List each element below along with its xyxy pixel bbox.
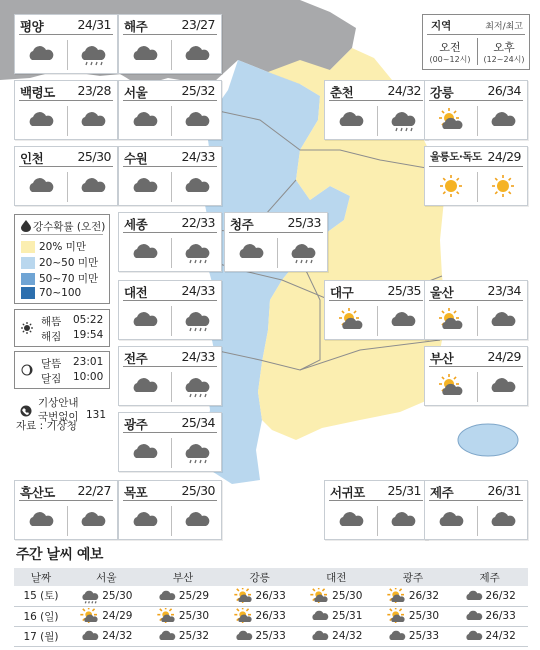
city-temp: 22/27 [77,483,111,498]
city-card [424,346,528,406]
weekly-cell [298,626,375,646]
weekly-row [14,626,528,646]
weekly-temp: 25/30 [178,610,210,622]
weekly-cell [375,606,452,626]
source-note: 자료 : 기상청 [16,420,77,432]
card-header [119,147,221,166]
card-header [15,81,117,100]
cloud-icon [336,508,366,532]
rain-icon [182,440,212,464]
cloud-icon [236,240,266,264]
city-card [324,280,428,340]
cloud-icon [436,508,466,532]
weekly-temp: 25/30 [102,589,133,602]
weekly-date: 17 (월) [14,626,68,646]
city-card [424,480,528,540]
divider [429,166,523,167]
city-name: 서귀포 [330,485,365,500]
city-temp: 22/33 [181,215,215,230]
divider [67,40,68,70]
rain-icon [80,588,100,604]
divider [429,500,523,501]
cloud-icon [26,42,56,66]
city-card [118,80,222,140]
cloud-icon [310,628,330,644]
city-temp: 23/27 [181,17,215,32]
precip-swatch [21,241,35,253]
divider [477,506,478,536]
city-temp: 24/33 [181,283,215,298]
city-name: 대구 [330,285,354,300]
precip-title: 강수확률 (오전) [33,221,106,233]
weekly-table [14,568,528,647]
partly-cloudy-icon [336,308,366,332]
weekly-temp: 25/31 [332,610,363,622]
divider [277,238,278,268]
sun-icon [488,174,518,198]
cloud-icon [488,374,518,398]
moon-icon [21,364,33,379]
city-name: 인천 [20,151,44,166]
city-temp: 24/29 [487,149,521,164]
city-card [118,480,222,540]
weekly-cell [68,626,145,646]
weekly-temp: 26/33 [255,589,286,602]
weekly-cell [298,606,375,626]
cloud-icon [234,628,254,644]
legend-key [422,14,530,70]
divider [427,34,525,35]
partly-cloudy-icon [387,588,407,604]
city-temp: 24/29 [487,349,521,364]
service-line1: 기상안내 [38,397,79,409]
partly-cloudy-icon [234,588,254,604]
divider [19,100,113,101]
precip-swatch [21,287,35,299]
weekly-cell [145,626,222,646]
partly-cloudy-icon [387,608,407,624]
weekly-temp: 25/30 [408,610,440,622]
partly-cloudy-icon [436,308,466,332]
weekly-temp: 26/33 [485,610,516,622]
cloud-icon [130,42,160,66]
weekly-row [14,606,528,626]
moonset-time: 10:00 [73,371,104,383]
card-header [15,481,117,500]
divider [329,300,423,301]
city-name: 전주 [124,351,148,366]
divider [67,506,68,536]
divider [123,300,217,301]
cloud-icon [182,508,212,532]
divider [123,432,217,433]
city-card [424,280,528,340]
precip-level-label: 20% 미만 [39,241,86,253]
city-card [14,80,118,140]
sunrise-label: 해뜸 [41,316,62,328]
weekly-col-header: 부산 [145,568,222,586]
city-card [118,146,222,206]
rain-icon [78,42,108,66]
city-name: 제주 [430,485,454,500]
divider [477,372,478,402]
city-temp: 26/34 [487,83,521,98]
cloud-icon [26,108,56,132]
card-header [119,281,221,300]
divider [477,106,478,136]
card-header [119,481,221,500]
weekly-cell [451,606,528,626]
divider [123,100,217,101]
city-name: 춘천 [330,85,354,100]
card-header [119,15,221,34]
card-header [119,347,221,366]
card-header [15,15,117,34]
cloud-icon [26,508,56,532]
divider [171,106,172,136]
city-card [118,412,222,472]
moon-times [14,351,110,389]
card-header [325,481,427,500]
rain-icon [182,240,212,264]
city-card [118,280,222,340]
cloud-icon [26,174,56,198]
cloud-icon [130,508,160,532]
divider [19,34,113,35]
city-name: 울산 [430,285,454,300]
weekly-cell [68,606,145,626]
weekly-temp: 26/32 [485,589,516,602]
partly-cloudy-icon [436,108,466,132]
weekly-date: 15 (토) [14,586,68,606]
city-name: 청주 [230,217,254,232]
partly-cloudy-icon [80,608,100,624]
weekly-title: 주간 날씨 예보 [16,547,103,563]
divider [21,234,103,235]
divider [171,306,172,336]
card-header [425,481,527,500]
city-name: 목포 [124,485,148,500]
cloud-icon [130,108,160,132]
sun-icon [436,174,466,198]
partly-cloudy-icon [310,588,330,604]
weekly-cell [375,586,452,606]
cloud-icon [182,42,212,66]
precip-level-label: 20~50 미만 [39,257,99,269]
precip-level-label: 50~70 미만 [39,273,99,285]
cloud-icon [488,108,518,132]
moonset-label: 달짐 [41,373,62,385]
weekly-cell [451,626,528,646]
city-card [324,480,428,540]
divider [123,500,217,501]
divider [19,166,113,167]
cloud-icon [130,240,160,264]
precip-level-label: 70~100 [39,287,82,299]
city-temp: 25/32 [181,83,215,98]
city-name: 평양 [20,19,44,34]
card-header [425,347,527,366]
weekly-cell [145,606,222,626]
city-temp: 26/31 [487,483,521,498]
city-temp: 25/31 [387,483,421,498]
weekly-col-header: 서울 [68,568,145,586]
city-temp: 23/28 [77,83,111,98]
city-name: 울릉도·독도 [430,151,482,163]
divider [329,500,423,501]
divider [229,232,323,233]
city-card [118,14,222,74]
divider [171,238,172,268]
city-name: 광주 [124,417,148,432]
weekly-cell [221,586,298,606]
cloud-icon [488,308,518,332]
weekly-header-row [14,568,528,586]
divider [123,366,217,367]
rain-icon [182,308,212,332]
divider [429,366,523,367]
city-temp: 24/31 [77,17,111,32]
cloud-icon [310,608,330,624]
cloud-icon [80,628,100,644]
cloud-icon [387,628,407,644]
divider [429,300,523,301]
weekly-forecast [0,540,540,650]
cloud-icon [336,108,366,132]
cloud-icon [464,608,484,624]
cloud-icon [130,174,160,198]
divider [329,100,423,101]
weekly-cell [221,606,298,626]
weekly-col-header: 날짜 [14,568,68,586]
sunset-label: 해짐 [41,331,62,343]
city-card [14,14,118,74]
rain-icon [388,108,418,132]
legend-am-label: 오전 [439,41,461,54]
city-temp: 24/33 [181,349,215,364]
card-header [425,281,527,300]
moonrise-label: 달뜸 [41,358,62,370]
city-card [14,480,118,540]
cloud-icon [488,508,518,532]
sun-icon [21,322,33,337]
weekly-col-header: 광주 [375,568,452,586]
city-name: 서울 [124,85,148,100]
weekly-temp: 26/33 [255,610,286,622]
legend-am-hours: (00~12시) [429,55,471,64]
divider [171,506,172,536]
weekly-temp: 24/29 [102,610,133,622]
cloud-icon [78,174,108,198]
weekly-cell [298,586,375,606]
card-header [15,147,117,166]
city-temp: 25/33 [287,215,321,230]
precip-legend [14,214,110,304]
cloud-icon [78,508,108,532]
weekly-col-header: 제주 [451,568,528,586]
divider [377,106,378,136]
weekly-temp: 25/29 [178,589,210,602]
card-header [425,147,527,166]
legend-region-label: 지역 [431,20,452,32]
service-line2: 국번없이 [38,411,79,423]
card-header [325,281,427,300]
weekly-temp: 24/32 [485,630,516,642]
city-name: 해주 [124,19,148,34]
cloud-icon [388,308,418,332]
legend-pm-label: 오후 [493,41,515,54]
partly-cloudy-icon [436,374,466,398]
weekly-temp: 25/32 [178,630,210,642]
weekly-temp: 24/32 [102,630,133,642]
cloud-icon [157,628,177,644]
weekly-temp: 25/30 [332,589,363,602]
divider [171,438,172,468]
city-card [118,346,222,406]
city-name: 백령도 [20,85,55,100]
partly-cloudy-icon [234,608,254,624]
precip-swatch [21,273,35,285]
rain-icon [182,374,212,398]
divider [477,172,478,202]
city-card [424,146,528,206]
city-temp: 25/35 [387,283,421,298]
rain-icon [288,240,318,264]
city-name: 수원 [124,151,148,166]
divider [171,372,172,402]
cloud-icon [78,108,108,132]
partly-cloudy-icon [157,608,177,624]
divider [123,166,217,167]
weekly-cell [375,626,452,646]
divider [377,506,378,536]
legend-pm-hours: (12~24시) [483,55,525,64]
divider [477,306,478,336]
moonrise-time: 23:01 [73,356,104,368]
divider [123,232,217,233]
city-name: 강릉 [430,85,454,100]
city-card [424,80,528,140]
precip-level [21,287,81,299]
city-temp: 24/32 [387,83,421,98]
card-header [119,413,221,432]
divider [171,172,172,202]
cloud-icon [464,588,484,604]
card-header [325,81,427,100]
drop-icon [21,220,31,235]
city-temp: 25/30 [181,483,215,498]
weekly-cell [145,586,222,606]
city-temp: 23/34 [487,283,521,298]
cloud-icon [388,508,418,532]
city-temp: 24/33 [181,149,215,164]
card-header [425,81,527,100]
sun-times [14,309,110,347]
divider [377,306,378,336]
weekly-cell [451,586,528,606]
city-name: 대전 [124,285,148,300]
weekly-col-header: 대전 [298,568,375,586]
weekly-cell [221,626,298,646]
city-card [118,212,222,272]
sunset-time: 19:54 [73,329,104,341]
weekly-date: 16 (일) [14,606,68,626]
cloud-icon [157,588,177,604]
city-card [14,146,118,206]
precip-level [21,271,98,286]
sunrise-time: 05:22 [73,314,104,326]
city-card [224,212,328,272]
weekly-temp: 26/32 [408,589,440,602]
divider [67,106,68,136]
divider [429,100,523,101]
info-panel [14,214,110,434]
weekly-col-header: 강릉 [221,568,298,586]
weekly-row [14,586,528,606]
weekly-temp: 24/32 [332,630,363,642]
card-header [119,213,221,232]
cloud-icon [130,374,160,398]
precip-level [21,255,98,270]
weekly-temp: 25/33 [408,630,440,642]
divider [19,500,113,501]
legend-minmax-label: 최저/최고 [485,22,523,32]
service-number: 131 [86,409,107,421]
city-name: 흑산도 [20,485,55,500]
cloud-icon [182,108,212,132]
precip-level [21,239,86,254]
weekly-temp: 25/33 [255,630,286,642]
cloud-icon [130,308,160,332]
cloud-icon [130,440,160,464]
divider [171,40,172,70]
divider [67,172,68,202]
city-name: 부산 [430,351,454,366]
city-temp: 25/30 [77,149,111,164]
cloud-icon [464,628,484,644]
city-card [324,80,428,140]
jeju-island [458,424,518,456]
card-header [119,81,221,100]
city-temp: 25/34 [181,415,215,430]
card-header [225,213,327,232]
precip-swatch [21,257,35,269]
weekly-cell [68,586,145,606]
city-name: 세종 [124,217,148,232]
cloud-icon [182,174,212,198]
divider [123,34,217,35]
